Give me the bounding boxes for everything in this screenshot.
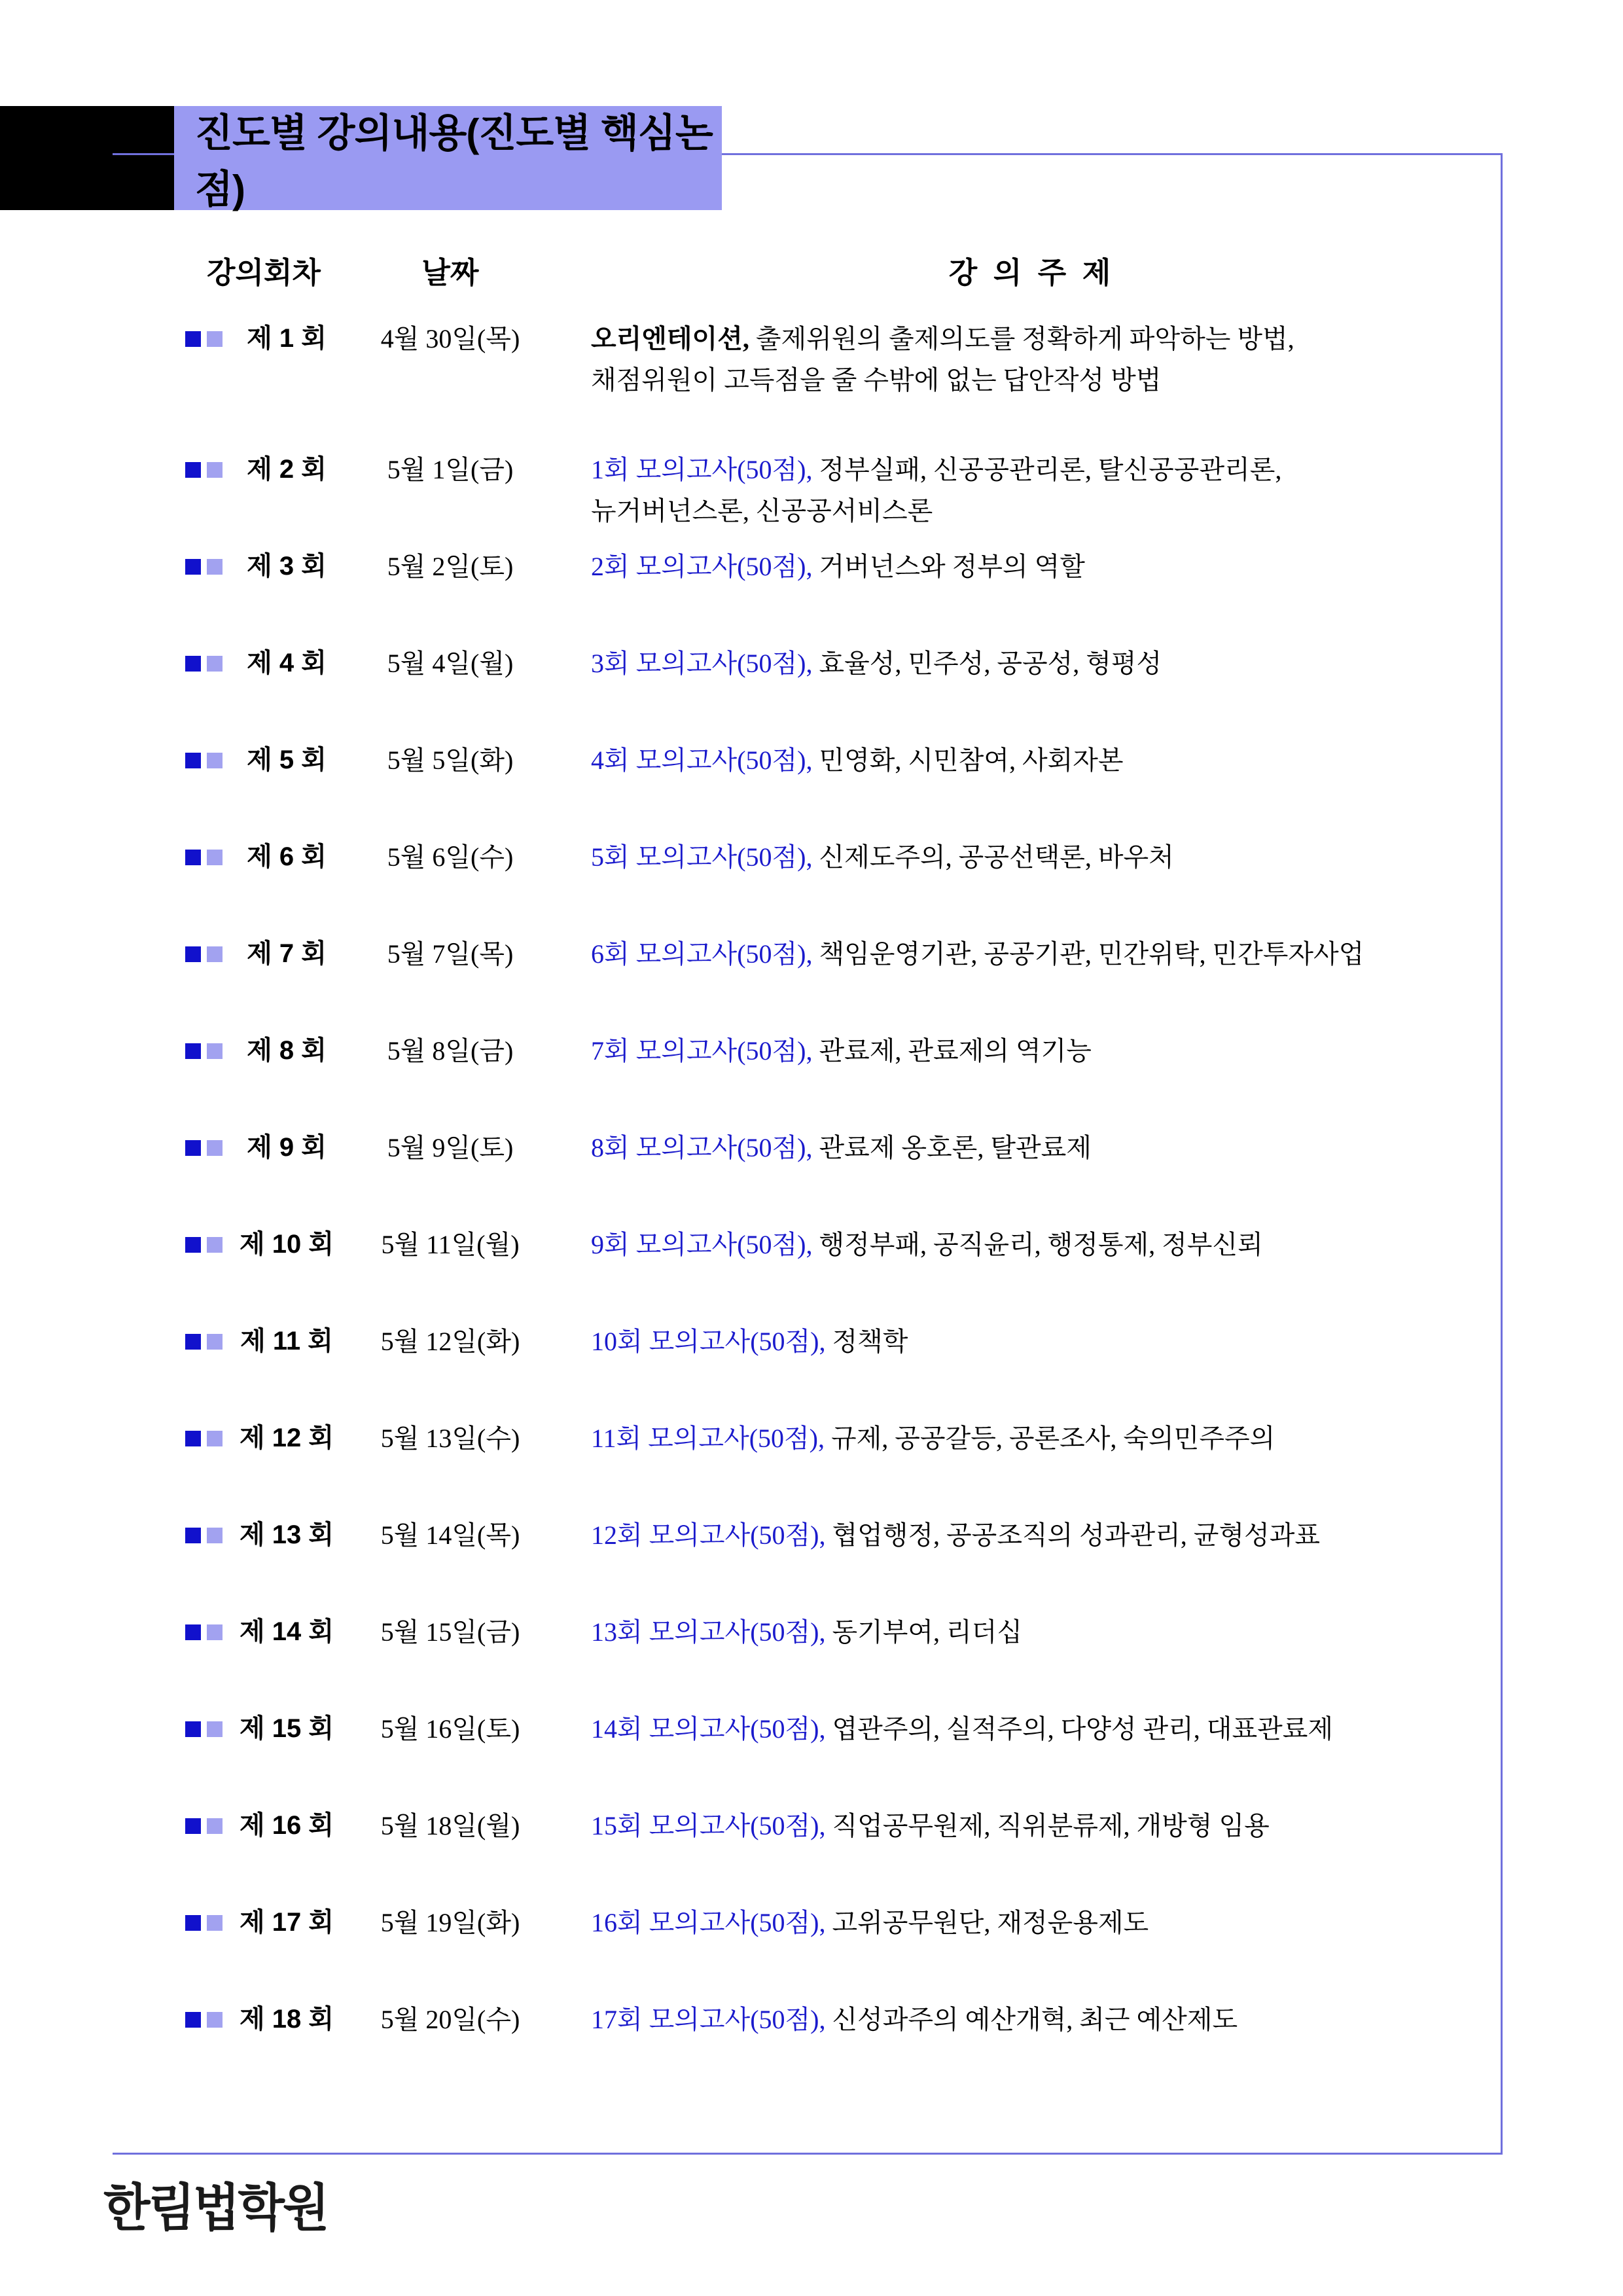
date-label: 4월 30일(목) [380,324,520,353]
topic-exam-label: 11회 모의고사(50점), [591,1424,825,1453]
topic-text: 출제위원의 출제의도를 정확하게 파악하는 방법, [749,324,1294,353]
date-label: 5월 5일(화) [387,745,514,775]
date-label: 5월 2일(토) [387,552,514,581]
topic-line2: 채점위원이 고득점을 줄 수밖에 없는 답안작성 방법 [591,365,1162,395]
topic [591,1418,1505,1459]
row-bullets [185,1321,231,1362]
topic-line1 [591,1224,1505,1265]
bullet-dark-icon [185,462,201,478]
table-row [185,1805,1505,1846]
table-row [185,1224,1505,1265]
bullet-light-icon [207,559,223,575]
topic-text: 민영화, 시민참여, 사회자본 [812,745,1124,775]
row-bullets [185,740,231,781]
session-label: 제 5 회 [247,745,327,774]
row-bullets [185,1515,231,1556]
session-label: 제 1 회 [247,324,327,353]
bullet-light-icon [207,1528,223,1543]
topic-text: 엽관주의, 실적주의, 다양성 관리, 대표관료제 [825,1714,1334,1744]
topic-exam-label: 16회 모의고사(50점), [591,1908,826,1937]
topic [591,1708,1505,1749]
row-bullets [185,933,231,975]
date-label: 5월 6일(수) [387,842,514,872]
topic-line1 [591,1902,1505,1943]
table-header [185,249,1505,291]
header-session: 강의회차 [207,256,321,289]
topic-exam-label: 15회 모의고사(50점), [591,1811,826,1840]
bullet-dark-icon [185,1237,201,1253]
row-bullets [185,836,231,878]
session-label: 제 16 회 [240,1811,334,1840]
bullet-light-icon [207,1043,223,1059]
header-date: 날짜 [421,256,479,289]
topic [591,836,1505,878]
bullet-light-icon [207,753,223,768]
bullet-dark-icon [185,1624,201,1640]
topic-exam-label: 1회 모의고사(50점), [591,455,813,484]
session-label: 제 14 회 [240,1617,334,1646]
date-label: 5월 16일(토) [380,1714,520,1744]
date-label: 5월 4일(월) [387,649,514,678]
row-bullets [185,1611,231,1653]
row-bullets [185,449,231,490]
session-label: 제 15 회 [240,1714,334,1743]
date-label: 5월 7일(목) [387,939,514,969]
topic-line1 [591,933,1505,975]
topic [591,740,1505,781]
topic-text: 관료제 옹호론, 탈관료제 [812,1133,1092,1162]
topic-text: 협업행정, 공공조직의 성과관리, 균형성과표 [825,1520,1321,1550]
bullet-dark-icon [185,1431,201,1446]
bullet-dark-icon [185,559,201,575]
table-row [185,933,1505,975]
topic [591,1224,1505,1265]
row-bullets [185,1902,231,1943]
topic-exam-label: 9회 모의고사(50점), [591,1230,813,1259]
table-row [185,449,1505,531]
topic-line1 [591,1321,1505,1362]
session-label: 제 12 회 [240,1424,334,1452]
bullet-light-icon [207,1624,223,1640]
bullet-light-icon [207,1237,223,1253]
topic [591,643,1505,684]
topic-text: 행정부패, 공직윤리, 행정통제, 정부신뢰 [812,1230,1263,1259]
session-label: 제 17 회 [240,1908,334,1937]
date-label: 5월 13일(수) [380,1424,520,1453]
bullet-light-icon [207,1721,223,1737]
topic-text: 동기부여, 리더십 [825,1617,1022,1647]
table-row [185,740,1505,781]
topic-exam-label: 14회 모의고사(50점), [591,1714,826,1744]
session-label: 제 11 회 [240,1327,333,1355]
topic-text: 신성과주의 예산개혁, 최근 예산제도 [825,2005,1238,2034]
row-bullets [185,546,231,587]
table-row [185,1418,1505,1459]
topic-exam-label: 17회 모의고사(50점), [591,2005,826,2034]
topic-exam-label: 7회 모의고사(50점), [591,1036,813,1066]
topic-exam-label: 10회 모의고사(50점), [591,1327,826,1356]
session-label: 제 7 회 [247,939,327,968]
topic-text: 고위공무원단, 재정운용제도 [825,1908,1149,1937]
topic-exam-label: 2회 모의고사(50점), [591,552,813,581]
session-label: 제 9 회 [247,1133,327,1162]
table-row [185,643,1505,684]
topic [591,1902,1505,1943]
topic-line1 [591,318,1505,359]
topic-line1 [591,1418,1505,1459]
date-label: 5월 1일(금) [387,455,514,484]
row-bullets [185,318,231,359]
date-label: 5월 12일(화) [380,1327,520,1356]
bullet-light-icon [207,331,223,347]
table-row [185,1127,1505,1168]
bullet-dark-icon [185,331,201,347]
topic [591,1127,1505,1168]
table-row [185,1999,1505,2040]
bullet-light-icon [207,1818,223,1834]
topic-line1 [591,740,1505,781]
topic [591,1321,1505,1362]
topic-exam-label: 12회 모의고사(50점), [591,1520,826,1550]
topic-text: 규제, 공공갈등, 공론조사, 숙의민주주의 [825,1424,1275,1453]
date-label: 5월 15일(금) [380,1617,520,1647]
table-row [185,1902,1505,1943]
session-label: 제 4 회 [247,649,327,677]
session-label: 제 2 회 [247,455,327,484]
topic-line1 [591,1030,1505,1071]
bullet-light-icon [207,946,223,962]
topic [591,1515,1505,1556]
topic-line1 [591,1708,1505,1749]
bullet-light-icon [207,850,223,865]
topic [591,546,1505,587]
session-label: 제 6 회 [247,842,327,871]
table-row [185,546,1505,587]
topic-text: 효율성, 민주성, 공공성, 형평성 [812,649,1162,678]
topic-line1 [591,1611,1505,1653]
row-bullets [185,1030,231,1071]
topic-text: 정부실패, 신공공관리론, 탈신공공관리론, [812,455,1282,484]
topic [591,933,1505,975]
table-row [185,836,1505,878]
session-label: 제 13 회 [240,1520,334,1549]
topic-line1 [591,546,1505,587]
row-bullets [185,1708,231,1749]
bullet-dark-icon [185,1043,201,1059]
topic-line1 [591,1805,1505,1846]
topic-text: 정책학 [825,1327,908,1356]
topic [591,449,1505,531]
footer-logo: 한림법학원 [103,2178,328,2238]
bullet-dark-icon [185,1721,201,1737]
row-bullets [185,643,231,684]
bullet-dark-icon [185,753,201,768]
table-row [185,1030,1505,1071]
topic-exam-label: 4회 모의고사(50점), [591,745,813,775]
topic-exam-label: 3회 모의고사(50점), [591,649,813,678]
topic-line1 [591,1999,1505,2040]
topic-text: 책임운영기관, 공공기관, 민간위탁, 민간투자사업 [812,939,1364,969]
bullet-dark-icon [185,850,201,865]
topic [591,318,1505,401]
topic-line2: 뉴거버넌스론, 신공공서비스론 [591,496,933,526]
topic-line1 [591,1515,1505,1556]
bullet-dark-icon [185,1140,201,1156]
topic [591,1611,1505,1653]
session-label: 제 10 회 [240,1230,334,1259]
bullet-dark-icon [185,1915,201,1931]
topic-text: 직업공무원제, 직위분류제, 개방형 임용 [825,1811,1270,1840]
title-band [174,106,722,210]
bullet-dark-icon [185,2012,201,2028]
bullet-light-icon [207,1431,223,1446]
topic-line1 [591,1127,1505,1168]
bullet-light-icon [207,462,223,478]
table-row [185,1515,1505,1556]
session-label: 제 8 회 [247,1036,327,1065]
row-bullets [185,1127,231,1168]
bullet-light-icon [207,1915,223,1931]
page-title: 진도별 강의내용(진도별 핵심논점) [195,111,713,211]
session-label: 제 3 회 [247,552,327,581]
topic-text: 신제도주의, 공공선택론, 바우처 [812,842,1174,872]
table-row [185,1708,1505,1749]
topic-line1 [591,449,1505,490]
bullet-light-icon [207,1334,223,1350]
bullet-dark-icon [185,946,201,962]
topic [591,1805,1505,1846]
date-label: 5월 8일(금) [387,1036,514,1066]
header-topic: 강 의 주 제 [948,256,1115,289]
bullet-light-icon [207,2012,223,2028]
topic-exam-label: 8회 모의고사(50점), [591,1133,813,1162]
table-row [185,1321,1505,1362]
topic-text: 관료제, 관료제의 역기능 [812,1036,1092,1066]
date-label: 5월 18일(월) [380,1811,520,1840]
row-bullets [185,1224,231,1265]
topic-bold-segment: 오리엔테이션, [591,324,749,353]
date-label: 5월 9일(토) [387,1133,514,1162]
bullet-dark-icon [185,1528,201,1543]
bullet-dark-icon [185,1334,201,1350]
date-label: 5월 14일(목) [380,1520,520,1550]
topic-line1 [591,836,1505,878]
row-bullets [185,1418,231,1459]
row-bullets [185,1999,231,2040]
date-label: 5월 20일(수) [380,2005,520,2034]
topic-exam-label: 6회 모의고사(50점), [591,939,813,969]
date-label: 5월 11일(월) [381,1230,520,1259]
table-row [185,318,1505,401]
topic-text: 거버넌스와 정부의 역할 [812,552,1085,581]
row-bullets [185,1805,231,1846]
bullet-light-icon [207,1140,223,1156]
session-label: 제 18 회 [240,2005,334,2034]
table-row [185,1611,1505,1653]
bullet-dark-icon [185,1818,201,1834]
bullet-dark-icon [185,656,201,672]
topic [591,1030,1505,1071]
topic-line1 [591,643,1505,684]
topic [591,1999,1505,2040]
topic-exam-label: 13회 모의고사(50점), [591,1617,826,1647]
date-label: 5월 19일(화) [380,1908,520,1937]
topic-exam-label: 5회 모의고사(50점), [591,842,813,872]
bullet-light-icon [207,656,223,672]
